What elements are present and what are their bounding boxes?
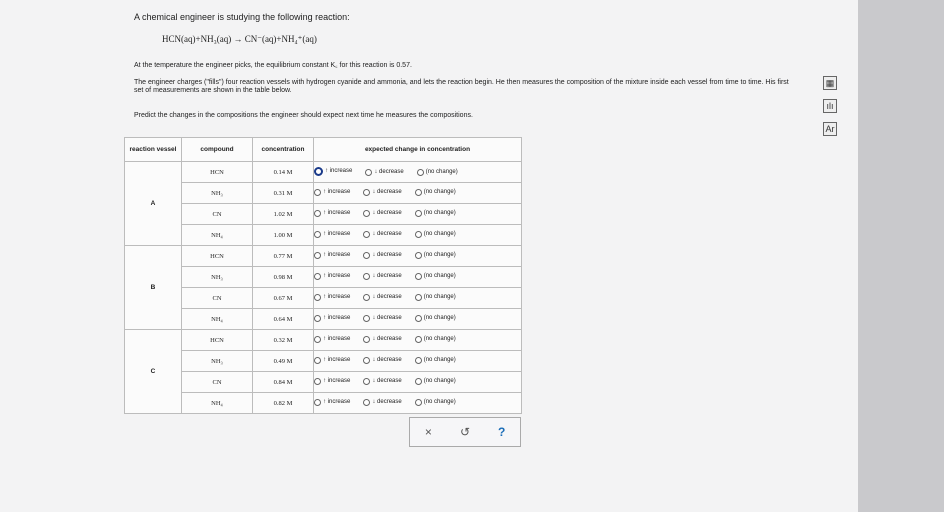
option-no-change[interactable] — [417, 169, 458, 176]
compound-cell: CN — [182, 204, 253, 225]
concentration-cell: 0.67 M — [253, 288, 314, 309]
option-label: ↓ decrease — [372, 231, 402, 237]
radio-button[interactable] — [314, 252, 321, 259]
option-label: ↑ increase — [323, 252, 351, 258]
option-increase[interactable] — [314, 357, 350, 364]
radio-button[interactable] — [365, 169, 372, 176]
option-decrease[interactable] — [363, 357, 401, 364]
option-label: (no change) — [423, 231, 456, 237]
option-label: ↑ increase — [323, 357, 351, 363]
option-label: (no change) — [423, 273, 456, 279]
header-vessel: reaction vessel — [125, 138, 182, 162]
expected-change-cell — [314, 351, 522, 372]
radio-button[interactable] — [314, 210, 321, 217]
reaction-equation: HCN(aq)+NH₃(aq) → CN⁻(aq)+NH₄⁺(aq) — [162, 34, 317, 44]
option-label: ↓ decrease — [372, 210, 402, 216]
option-increase[interactable] — [314, 315, 350, 322]
option-decrease[interactable] — [363, 378, 401, 385]
table-row — [125, 372, 522, 393]
option-decrease[interactable] — [363, 336, 401, 343]
intro-text: A chemical engineer is studying the following reaction: — [134, 12, 350, 22]
header-concentration: concentration — [253, 138, 314, 162]
option-label: ↑ increase — [323, 399, 351, 405]
expected-change-cell — [314, 183, 522, 204]
header-compound: compound — [182, 138, 253, 162]
table-body — [125, 162, 522, 414]
radio-button[interactable] — [415, 273, 422, 280]
radio-button[interactable] — [363, 336, 370, 343]
option-label: ↓ decrease — [372, 294, 402, 300]
option-no-change[interactable] — [415, 273, 456, 280]
radio-button[interactable] — [363, 252, 370, 259]
option-increase[interactable] — [314, 189, 350, 196]
expected-change-cell — [314, 288, 522, 309]
option-decrease[interactable] — [363, 273, 401, 280]
radio-button[interactable] — [314, 294, 321, 301]
expected-change-cell — [314, 204, 522, 225]
expected-change-cell — [314, 246, 522, 267]
option-label: ↑ increase — [323, 336, 351, 342]
undo-button[interactable]: ↺ — [459, 425, 471, 439]
compound-cell: HCN — [182, 330, 253, 351]
vessel-label: C — [125, 330, 182, 414]
option-label: ↓ decrease — [372, 273, 402, 279]
table-row — [125, 246, 522, 267]
option-label: (no change) — [423, 378, 456, 384]
radio-button[interactable] — [314, 357, 321, 364]
procedure-text: The engineer charges ("fills") four reaction vessels with hydrogen cyanide and ammonia, and lets the reaction begin. He then measures the composition of the mixture inside each vessel from time to time. His first set of measurements are shown in the table below. — [134, 79, 789, 94]
table-row — [125, 351, 522, 372]
radio-button[interactable] — [415, 357, 422, 364]
expected-change-cell — [314, 393, 522, 414]
expected-change-cell — [314, 162, 522, 183]
option-decrease[interactable] — [363, 210, 401, 217]
help-button[interactable]: ? — [497, 425, 506, 439]
radio-button[interactable] — [363, 315, 370, 322]
table-row — [125, 204, 522, 225]
option-increase[interactable] — [314, 378, 350, 385]
option-label: (no change) — [423, 357, 456, 363]
radio-button[interactable] — [314, 167, 323, 176]
calculator-icon[interactable]: ▦ — [823, 76, 837, 90]
option-decrease[interactable] — [365, 169, 403, 176]
radio-button[interactable] — [415, 336, 422, 343]
option-no-change[interactable] — [415, 189, 456, 196]
compound-cell: CN — [182, 372, 253, 393]
table-row — [125, 309, 522, 330]
option-label: ↓ decrease — [372, 315, 402, 321]
option-label: ↓ decrease — [372, 357, 402, 363]
option-increase[interactable] — [314, 294, 350, 301]
option-no-change[interactable] — [415, 294, 456, 301]
expected-change-cell — [314, 225, 522, 246]
option-label: ↑ increase — [323, 231, 351, 237]
concentration-cell: 0.84 M — [253, 372, 314, 393]
compound-cell: NH₃ — [182, 351, 253, 372]
radio-button[interactable] — [417, 169, 424, 176]
header-expected-change: expected change in concentration — [314, 138, 522, 162]
radio-button[interactable] — [314, 315, 321, 322]
radio-button[interactable] — [415, 252, 422, 259]
table-row — [125, 393, 522, 414]
periodic-table-icon[interactable]: Ar — [823, 122, 837, 136]
radio-button[interactable] — [415, 189, 422, 196]
compound-cell: NH₃ — [182, 267, 253, 288]
prompt-text: Predict the changes in the compositions the engineer should expect next time he measures the compositions. — [134, 112, 473, 119]
radio-button[interactable] — [314, 336, 321, 343]
table-row — [125, 183, 522, 204]
radio-button[interactable] — [363, 357, 370, 364]
radio-button[interactable] — [314, 189, 321, 196]
option-increase[interactable] — [314, 252, 350, 259]
radio-button[interactable] — [363, 294, 370, 301]
compound-cell: NH₄ — [182, 393, 253, 414]
radio-button[interactable] — [415, 399, 422, 406]
option-label: ↑ increase — [323, 273, 351, 279]
radio-button[interactable] — [415, 378, 422, 385]
equilibrium-constant-text: At the temperature the engineer picks, the equilibrium constant K꜀ for this reaction is 0.57. — [134, 62, 412, 69]
option-increase[interactable] — [314, 167, 352, 176]
option-no-change[interactable] — [415, 357, 456, 364]
radio-button[interactable] — [314, 399, 321, 406]
compound-cell: NH₄ — [182, 309, 253, 330]
radio-button[interactable] — [363, 210, 370, 217]
option-decrease[interactable] — [363, 252, 401, 259]
option-increase[interactable] — [314, 273, 350, 280]
compound-cell: HCN — [182, 246, 253, 267]
concentration-cell: 0.98 M — [253, 267, 314, 288]
option-label: ↓ decrease — [374, 169, 404, 175]
option-increase[interactable] — [314, 336, 350, 343]
option-decrease[interactable] — [363, 231, 401, 238]
expected-change-cell — [314, 267, 522, 288]
radio-button[interactable] — [314, 378, 321, 385]
concentration-cell: 0.64 M — [253, 309, 314, 330]
option-label: (no change) — [423, 315, 456, 321]
radio-button[interactable] — [363, 231, 370, 238]
data-icon[interactable]: ılı — [823, 99, 837, 113]
answer-actions — [409, 417, 521, 447]
radio-button[interactable] — [415, 231, 422, 238]
radio-button[interactable] — [415, 315, 422, 322]
option-no-change[interactable] — [415, 336, 456, 343]
option-label: (no change) — [423, 252, 456, 258]
vessel-label: B — [125, 246, 182, 330]
option-label: ↑ increase — [325, 168, 353, 174]
option-label: (no change) — [423, 189, 456, 195]
compound-cell: HCN — [182, 162, 253, 183]
table-row — [125, 330, 522, 351]
radio-button[interactable] — [415, 210, 422, 217]
table-row — [125, 288, 522, 309]
radio-button[interactable] — [415, 294, 422, 301]
expected-change-cell — [314, 372, 522, 393]
compound-cell: CN — [182, 288, 253, 309]
option-label: (no change) — [423, 294, 456, 300]
option-increase[interactable] — [314, 231, 350, 238]
expected-change-cell — [314, 309, 522, 330]
table-row — [125, 162, 522, 183]
option-label: (no change) — [423, 210, 456, 216]
option-decrease[interactable] — [363, 315, 401, 322]
reaction-vessel-table — [124, 137, 522, 414]
concentration-cell: 1.00 M — [253, 225, 314, 246]
option-label: ↑ increase — [323, 189, 351, 195]
concentration-cell: 0.77 M — [253, 246, 314, 267]
option-no-change[interactable] — [415, 231, 456, 238]
option-increase[interactable] — [314, 399, 350, 406]
radio-button[interactable] — [363, 399, 370, 406]
option-increase[interactable] — [314, 210, 350, 217]
option-label: ↓ decrease — [372, 378, 402, 384]
option-no-change[interactable] — [415, 378, 456, 385]
option-label: ↑ increase — [323, 315, 351, 321]
option-no-change[interactable] — [415, 315, 456, 322]
option-label: ↓ decrease — [372, 336, 402, 342]
radio-button[interactable] — [363, 378, 370, 385]
option-no-change[interactable] — [415, 252, 456, 259]
concentration-cell: 0.32 M — [253, 330, 314, 351]
option-decrease[interactable] — [363, 189, 401, 196]
concentration-cell: 1.02 M — [253, 204, 314, 225]
compound-cell: NH₄ — [182, 225, 253, 246]
option-label: ↑ increase — [323, 210, 351, 216]
concentration-cell: 0.82 M — [253, 393, 314, 414]
concentration-cell: 0.14 M — [253, 162, 314, 183]
radio-button[interactable] — [314, 231, 321, 238]
option-no-change[interactable] — [415, 210, 456, 217]
option-label: ↑ increase — [323, 294, 351, 300]
table-row — [125, 267, 522, 288]
clear-button[interactable]: × — [424, 425, 432, 439]
option-label: ↓ decrease — [372, 399, 402, 405]
radio-button[interactable] — [363, 189, 370, 196]
option-decrease[interactable] — [363, 294, 401, 301]
option-label: ↑ increase — [323, 378, 351, 384]
radio-button[interactable] — [363, 273, 370, 280]
compound-cell: NH₃ — [182, 183, 253, 204]
radio-button[interactable] — [314, 273, 321, 280]
vessel-label: A — [125, 162, 182, 246]
option-label: (no change) — [425, 169, 458, 175]
expected-change-cell — [314, 330, 522, 351]
table-row — [125, 225, 522, 246]
concentration-cell: 0.31 M — [253, 183, 314, 204]
option-decrease[interactable] — [363, 399, 401, 406]
option-label: ↓ decrease — [372, 252, 402, 258]
option-label: (no change) — [423, 399, 456, 405]
concentration-cell: 0.49 M — [253, 351, 314, 372]
option-label: (no change) — [423, 336, 456, 342]
option-no-change[interactable] — [415, 399, 456, 406]
side-panel — [858, 0, 944, 512]
option-label: ↓ decrease — [372, 189, 402, 195]
